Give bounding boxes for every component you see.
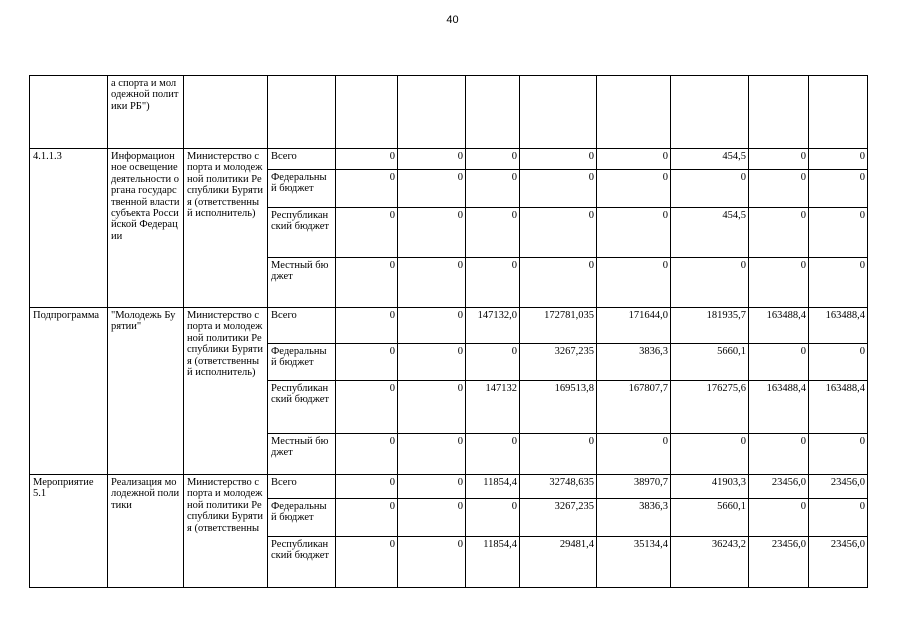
value-cell: 0 [336, 434, 398, 475]
value-cell: 0 [520, 170, 597, 208]
funding-source: Республиканский бюджет [268, 208, 336, 258]
value-cell: 181935,7 [671, 308, 749, 344]
value-cell: 0 [749, 170, 809, 208]
row-executor: Министерство спорта и молодежной политики Республики Бурятия (ответственный исполнитель) [184, 149, 268, 308]
table-cell [398, 76, 466, 149]
value-cell: 3836,3 [597, 344, 671, 381]
value-cell: 0 [336, 344, 398, 381]
value-cell: 147132 [466, 381, 520, 434]
value-cell: 0 [336, 170, 398, 208]
table-cell [809, 76, 868, 149]
value-cell: 32748,635 [520, 475, 597, 499]
funding-source: Республиканский бюджет [268, 537, 336, 588]
value-cell: 3267,235 [520, 344, 597, 381]
funding-source: Республиканский бюджет [268, 381, 336, 434]
value-cell: 163488,4 [809, 308, 868, 344]
value-cell: 0 [398, 208, 466, 258]
value-cell: 0 [749, 208, 809, 258]
value-cell: 0 [809, 499, 868, 537]
row-title: "Молодежь Бурятии" [108, 308, 184, 475]
value-cell: 0 [597, 170, 671, 208]
value-cell: 0 [398, 381, 466, 434]
funding-source: Всего [268, 149, 336, 170]
value-cell: 0 [466, 208, 520, 258]
value-cell: 0 [466, 258, 520, 308]
row-title: Информационное освещение деятельности органа государственной власти субъекта Российской Федерации [108, 149, 184, 308]
value-cell: 0 [336, 475, 398, 499]
table-cell [466, 76, 520, 149]
value-cell: 0 [336, 537, 398, 588]
table-cell [671, 76, 749, 149]
value-cell: 163488,4 [749, 381, 809, 434]
value-cell: 0 [809, 170, 868, 208]
value-cell: 0 [520, 149, 597, 170]
value-cell: 23456,0 [749, 537, 809, 588]
value-cell: 3836,3 [597, 499, 671, 537]
value-cell: 0 [466, 149, 520, 170]
row-title: Реализация молодежной политики [108, 475, 184, 588]
value-cell: 0 [466, 434, 520, 475]
value-cell: 41903,3 [671, 475, 749, 499]
value-cell: 23456,0 [809, 537, 868, 588]
value-cell: 0 [520, 208, 597, 258]
value-cell: 11854,4 [466, 475, 520, 499]
value-cell: 147132,0 [466, 308, 520, 344]
row-code: 4.1.1.3 [30, 149, 108, 308]
value-cell: 454,5 [671, 149, 749, 170]
value-cell: 0 [336, 499, 398, 537]
page-number: 40 [446, 14, 459, 26]
value-cell: 38970,7 [597, 475, 671, 499]
value-cell: 0 [398, 434, 466, 475]
table-cell [184, 76, 268, 149]
table-row [30, 76, 868, 149]
table-cell [336, 76, 398, 149]
value-cell: 0 [398, 475, 466, 499]
value-cell: 0 [398, 149, 466, 170]
value-cell: 172781,035 [520, 308, 597, 344]
value-cell: 3267,235 [520, 499, 597, 537]
value-cell: 0 [671, 434, 749, 475]
value-cell: 0 [809, 344, 868, 381]
value-cell: 0 [597, 258, 671, 308]
value-cell: 0 [809, 149, 868, 170]
value-cell: 0 [336, 149, 398, 170]
value-cell: 0 [597, 149, 671, 170]
value-cell: 0 [749, 434, 809, 475]
value-cell: 0 [520, 434, 597, 475]
value-cell: 0 [749, 499, 809, 537]
table-cell [597, 76, 671, 149]
value-cell: 0 [671, 170, 749, 208]
row-code: Мероприятие 5.1 [30, 475, 108, 588]
value-cell: 0 [466, 499, 520, 537]
value-cell: 167807,7 [597, 381, 671, 434]
funding-source: Федеральный бюджет [268, 499, 336, 537]
value-cell: 0 [597, 208, 671, 258]
value-cell: 11854,4 [466, 537, 520, 588]
table-row [30, 308, 868, 344]
value-cell: 171644,0 [597, 308, 671, 344]
value-cell: 0 [809, 208, 868, 258]
table-cell [520, 76, 597, 149]
funding-source: Всего [268, 475, 336, 499]
value-cell: 0 [398, 308, 466, 344]
budget-table [29, 75, 868, 588]
value-cell: 169513,8 [520, 381, 597, 434]
row-executor: Министерство спорта и молодежной политики Республики Бурятия (ответственны [184, 475, 268, 588]
value-cell: 0 [336, 381, 398, 434]
value-cell: 0 [466, 344, 520, 381]
value-cell: 163488,4 [809, 381, 868, 434]
value-cell: 0 [398, 344, 466, 381]
value-cell: 0 [749, 344, 809, 381]
funding-source: Местный бюджет [268, 258, 336, 308]
value-cell: 29481,4 [520, 537, 597, 588]
value-cell: 0 [336, 208, 398, 258]
table-row [30, 475, 868, 499]
value-cell: 0 [398, 537, 466, 588]
table-cell: а спорта и молодежной политики РБ") [108, 76, 184, 149]
value-cell: 5660,1 [671, 499, 749, 537]
value-cell: 0 [749, 149, 809, 170]
funding-source: Федеральный бюджет [268, 170, 336, 208]
value-cell: 0 [809, 258, 868, 308]
value-cell: 0 [398, 258, 466, 308]
value-cell: 0 [809, 434, 868, 475]
funding-source: Федеральный бюджет [268, 344, 336, 381]
value-cell: 176275,6 [671, 381, 749, 434]
value-cell: 0 [597, 434, 671, 475]
value-cell: 0 [749, 258, 809, 308]
table-cell [30, 76, 108, 149]
value-cell: 0 [466, 170, 520, 208]
funding-source: Местный бюджет [268, 434, 336, 475]
value-cell: 0 [398, 499, 466, 537]
value-cell: 23456,0 [749, 475, 809, 499]
table-cell [749, 76, 809, 149]
value-cell: 5660,1 [671, 344, 749, 381]
value-cell: 0 [336, 258, 398, 308]
value-cell: 454,5 [671, 208, 749, 258]
row-executor: Министерство спорта и молодежной политики Республики Бурятия (ответственный исполнитель) [184, 308, 268, 475]
value-cell: 36243,2 [671, 537, 749, 588]
value-cell: 0 [520, 258, 597, 308]
table-cell [268, 76, 336, 149]
funding-source: Всего [268, 308, 336, 344]
row-code: Подпрограмма [30, 308, 108, 475]
value-cell: 163488,4 [749, 308, 809, 344]
value-cell: 23456,0 [809, 475, 868, 499]
value-cell: 0 [398, 170, 466, 208]
table-row [30, 149, 868, 170]
value-cell: 0 [336, 308, 398, 344]
value-cell: 35134,4 [597, 537, 671, 588]
value-cell: 0 [671, 258, 749, 308]
